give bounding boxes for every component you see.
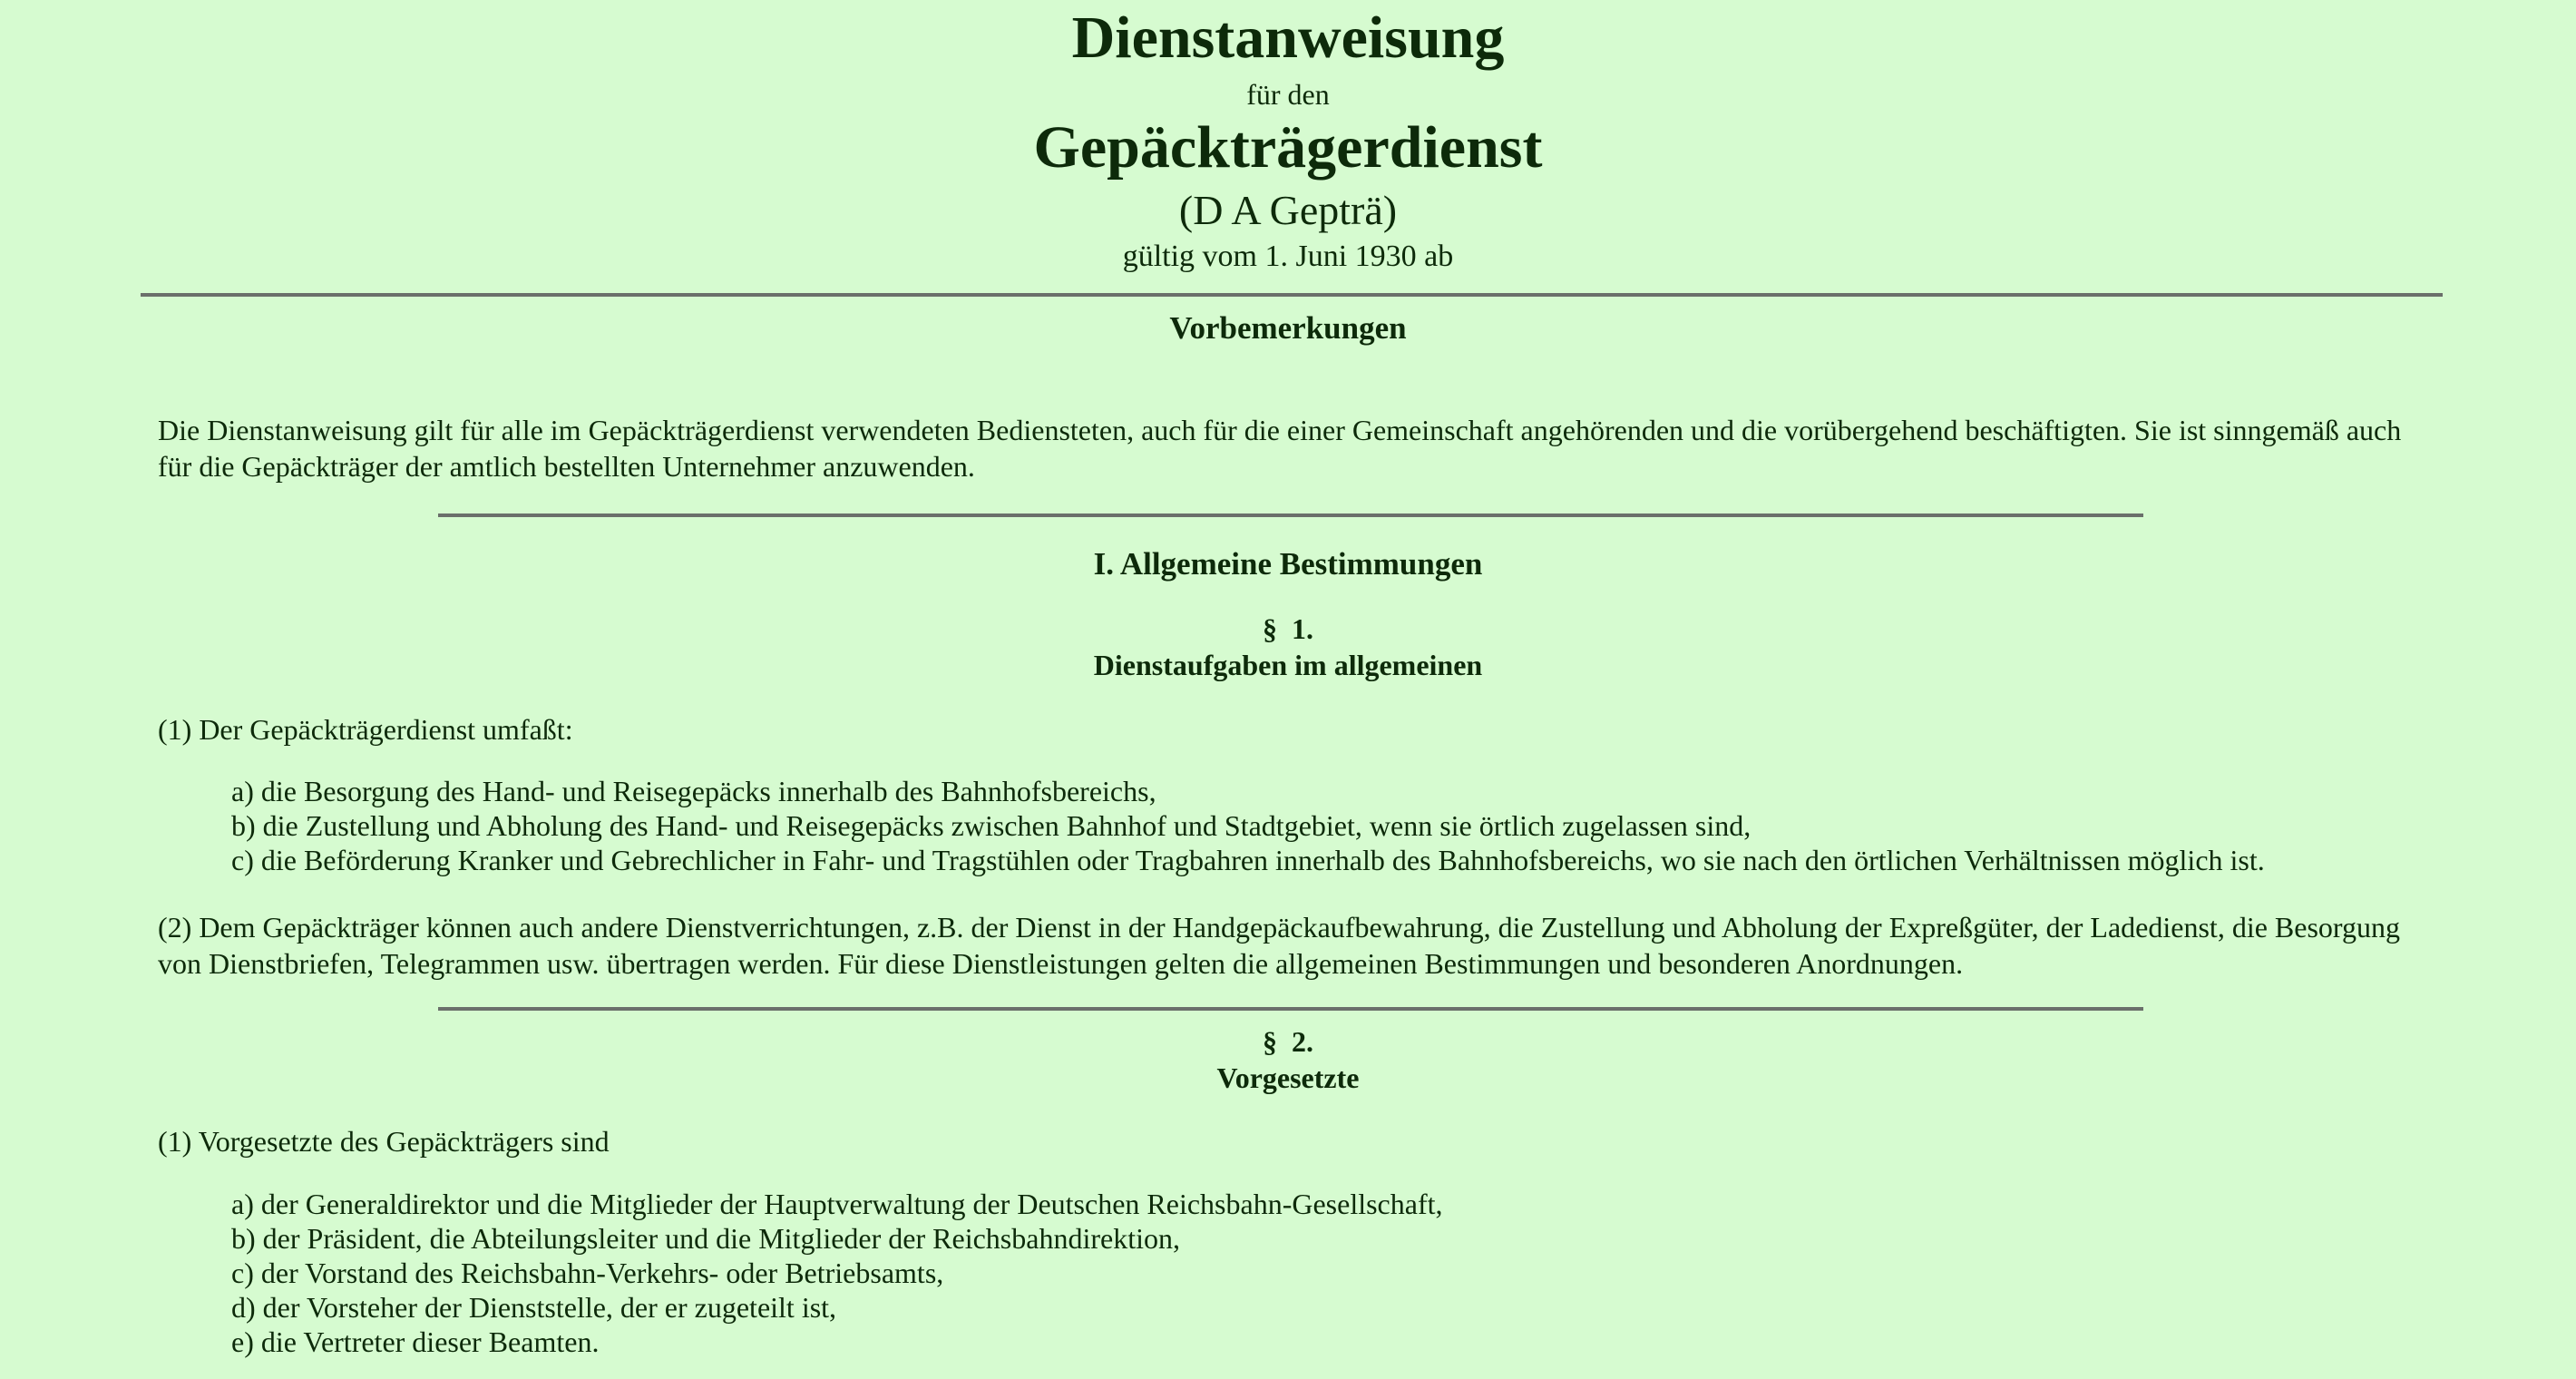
document-abbreviation: (D A Gepträ): [1178, 187, 1398, 233]
list-item: b) der Präsident, die Abteilungsleiter und die Mitglieder der Reichsbahndirektion,: [231, 1222, 1180, 1255]
list-item: c) die Beförderung Kranker und Gebrechlicher in Fahr- und Tragstühlen oder Tragbahren innerhalb des Bahnhofsbereichs, wo sie nach den örtlichen Verhältnissen möglich ist.: [231, 844, 2265, 876]
clause-text: (2) Dem Gepäckträger können auch andere Dienstverrichtungen, z.B. der Dienst in der Handgepäckaufbewahrung, die Zustellung und Abholung der Expreßgüter, der Ladedienst, die Besorgung von Dienstbriefen, Telegrammen usw. übertragen werden. Für diese Dienstleistungen gelten die allgemeinen Bestimmungen und besonderen Anordnungen.: [158, 911, 2400, 980]
clause-intro: (1) Der Gepäckträgerdienst umfaßt:: [158, 713, 573, 746]
list-item: d) der Vorsteher der Dienststelle, der er zugeteilt ist,: [231, 1291, 837, 1324]
document-subtitle: Gepäckträgerdienst: [1033, 114, 1543, 181]
divider-paragraph-1: [438, 1007, 2143, 1011]
paragraph-title: Vorgesetzte: [1216, 1061, 1360, 1094]
clause-intro: (1) Vorgesetzte des Gepäckträgers sind: [158, 1125, 610, 1158]
paragraph-number: [0, 1024, 2576, 1059]
list-item: c) der Vorstand des Reichsbahn-Verkehrs- oder Betriebsamts,: [231, 1257, 944, 1289]
paragraph-title: Dienstaufgaben im allgemeinen: [1093, 649, 1483, 681]
document-validity: gültig vom 1. Juni 1930 ab: [1122, 240, 1454, 273]
divider-header: [141, 293, 2443, 297]
document-title: Dienstanweisung: [1071, 5, 1505, 71]
vorbemerkungen-heading: Vorbemerkungen: [1169, 310, 1407, 346]
clause-list: [231, 774, 2454, 877]
list-item: e) die Vertreter dieser Beamten.: [231, 1325, 600, 1358]
paragraph-number: [0, 611, 2576, 646]
list-item: b) die Zustellung und Abholung des Hand- und Reisegepäcks zwischen Bahnhof und Stadtgebiet, wenn sie örtlich zugelassen sind,: [231, 809, 1751, 842]
list-item: a) der Generaldirektor und die Mitglieder der Hauptverwaltung der Deutschen Reichsbahn-Gesellschaft,: [231, 1188, 1443, 1220]
paragraph-number-text: § 1.: [1263, 612, 1313, 645]
clause-list: [231, 1187, 2454, 1359]
divider-vorbemerkungen: [438, 513, 2143, 517]
vorbemerkungen-text: Die Dienstanweisung gilt für alle im Gepäckträgerdienst verwendeten Bediensteten, auch für die einer Gemeinschaft angehörenden und die vorübergehend beschäftigten. Sie ist sinngemäß auch für die Gepäckträger der amtlich bestellten Unternehmer anzuwenden.: [158, 414, 2402, 483]
section-heading: I. Allgemeine Bestimmungen: [1093, 546, 1483, 582]
paragraph-number-text: § 2.: [1263, 1025, 1313, 1058]
title-connector: für den: [1246, 78, 1330, 111]
list-item: a) die Besorgung des Hand- und Reisegepäcks innerhalb des Bahnhofsbereichs,: [231, 775, 1156, 807]
